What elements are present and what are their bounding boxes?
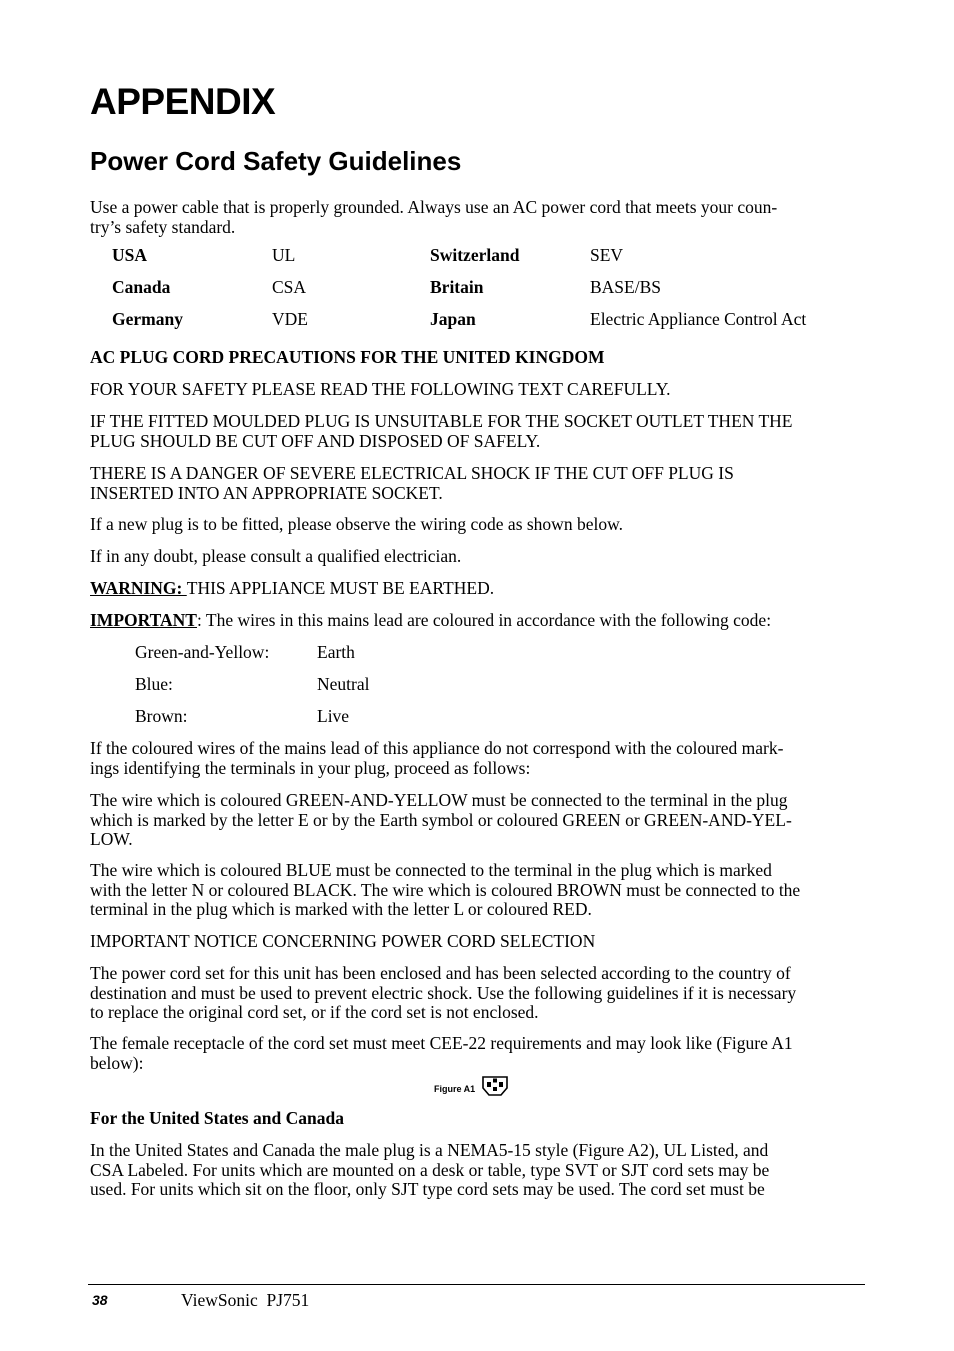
new-plug-paragraph: If a new plug is to be fitted, please observe the wiring code as shown below. xyxy=(90,514,623,534)
important-text: : The wires in this mains lead are coloured in accordance with the following code: xyxy=(196,610,772,630)
footer-product-name: ViewSonic PJ751 xyxy=(181,1290,310,1310)
standard-cell: VDE xyxy=(272,309,308,329)
wire-function: Earth xyxy=(317,642,355,662)
list-item xyxy=(135,675,535,707)
uk-precautions-heading: AC PLUG CORD PRECAUTIONS FOR THE UNITED KINGDOM xyxy=(90,347,605,367)
blue-brown-paragraph: The wire which is coloured BLUE must be connected to the terminal in the plug which is marked with the letter N or coloured BLACK. The wire which is coloured BROWN must be connected to the terminal in the plug which is marked with the letter L or coloured RED. xyxy=(90,860,801,919)
wire-function: Live xyxy=(317,706,350,726)
wire-color: Blue: xyxy=(135,674,173,694)
safety-paragraph: FOR YOUR SAFETY PLEASE READ THE FOLLOWING TEXT CAREFULLY. xyxy=(90,379,671,399)
us-canada-paragraph: In the United States and Canada the male plug is a NEMA5-15 style (Figure A2), UL Listed, and CSA Labeled. For units which are mounted on a desk or table, type SVT or SJT cord sets may be used. For units which sit on the floor, only SJT type cord sets may be used. The cord set must be xyxy=(90,1140,770,1199)
country-cell: Britain xyxy=(430,277,484,297)
warning-text: THIS APPLIANCE MUST BE EARTHED. xyxy=(186,578,495,598)
receptacle-icon xyxy=(481,1075,509,1102)
country-cell: Switzerland xyxy=(430,245,520,265)
country-cell: Canada xyxy=(112,277,171,297)
coloured-wires-paragraph: If the coloured wires of the mains lead of this appliance do not correspond with the coloured mark- ings identifying the terminals in your plug, proceed as follows: xyxy=(90,738,784,778)
footer-divider xyxy=(88,1284,865,1285)
list-item xyxy=(135,643,535,675)
appendix-heading: APPENDIX xyxy=(90,81,276,122)
page-number: 38 xyxy=(92,1292,108,1308)
standard-cell: UL xyxy=(272,245,296,265)
table-row xyxy=(112,246,872,278)
wire-code-list xyxy=(135,643,535,739)
wire-color: Brown: xyxy=(135,706,188,726)
standard-cell: Electric Appliance Control Act xyxy=(590,309,807,329)
figure-label: Figure A1 xyxy=(434,1083,476,1094)
country-cell: Germany xyxy=(112,309,183,329)
section-heading: Power Cord Safety Guidelines xyxy=(90,146,462,176)
standard-cell: CSA xyxy=(272,277,307,297)
warning-label: WARNING: xyxy=(90,578,187,598)
green-yellow-paragraph: The wire which is coloured GREEN-AND-YELLOW must be connected to the terminal in the plug which is marked by the letter E or by the Earth symbol or coloured GREEN or GREEN-AND-YEL- LOW. xyxy=(90,790,792,849)
standard-cell: BASE/BS xyxy=(590,277,661,297)
standard-cell: SEV xyxy=(590,245,624,265)
danger-paragraph: THERE IS A DANGER OF SEVERE ELECTRICAL SHOCK IF THE CUT OFF PLUG IS INSERTED INTO AN APPROPRIATE SOCKET. xyxy=(90,463,734,503)
important-paragraph xyxy=(90,611,865,631)
warning-paragraph xyxy=(90,579,865,599)
important-label: IMPORTANT xyxy=(90,610,197,630)
us-canada-heading: For the United States and Canada xyxy=(90,1108,344,1128)
table-row xyxy=(112,310,872,342)
table-row xyxy=(112,278,872,310)
figure-a1 xyxy=(434,1075,509,1102)
intro-paragraph: Use a power cable that is properly grounded. Always use an AC power cord that meets your coun- try’s safety standard. xyxy=(90,197,778,237)
unsuitable-plug-paragraph: IF THE FITTED MOULDED PLUG IS UNSUITABLE FOR THE SOCKET OUTLET THEN THE PLUG SHOULD BE CUT OFF AND DISPOSED OF SAFELY. xyxy=(90,411,793,451)
notice-paragraph: IMPORTANT NOTICE CONCERNING POWER CORD SELECTION xyxy=(90,931,596,951)
doubt-paragraph: If in any doubt, please consult a qualified electrician. xyxy=(90,546,462,566)
wire-color: Green-and-Yellow: xyxy=(135,642,270,662)
cord-set-paragraph: The power cord set for this unit has been enclosed and has been selected according to the country of destination and must be used to prevent electric shock. Use the following guidelines if it is necessary to replace the original cord set, or if the cord set is not enclosed. xyxy=(90,963,797,1022)
country-cell: USA xyxy=(112,245,148,265)
country-cell: Japan xyxy=(430,309,476,329)
wire-function: Neutral xyxy=(317,674,370,694)
female-receptacle-paragraph: The female receptacle of the cord set must meet CEE-22 requirements and may look like (Figure A1 below): xyxy=(90,1033,793,1073)
list-item xyxy=(135,707,535,739)
standards-table xyxy=(112,246,872,342)
